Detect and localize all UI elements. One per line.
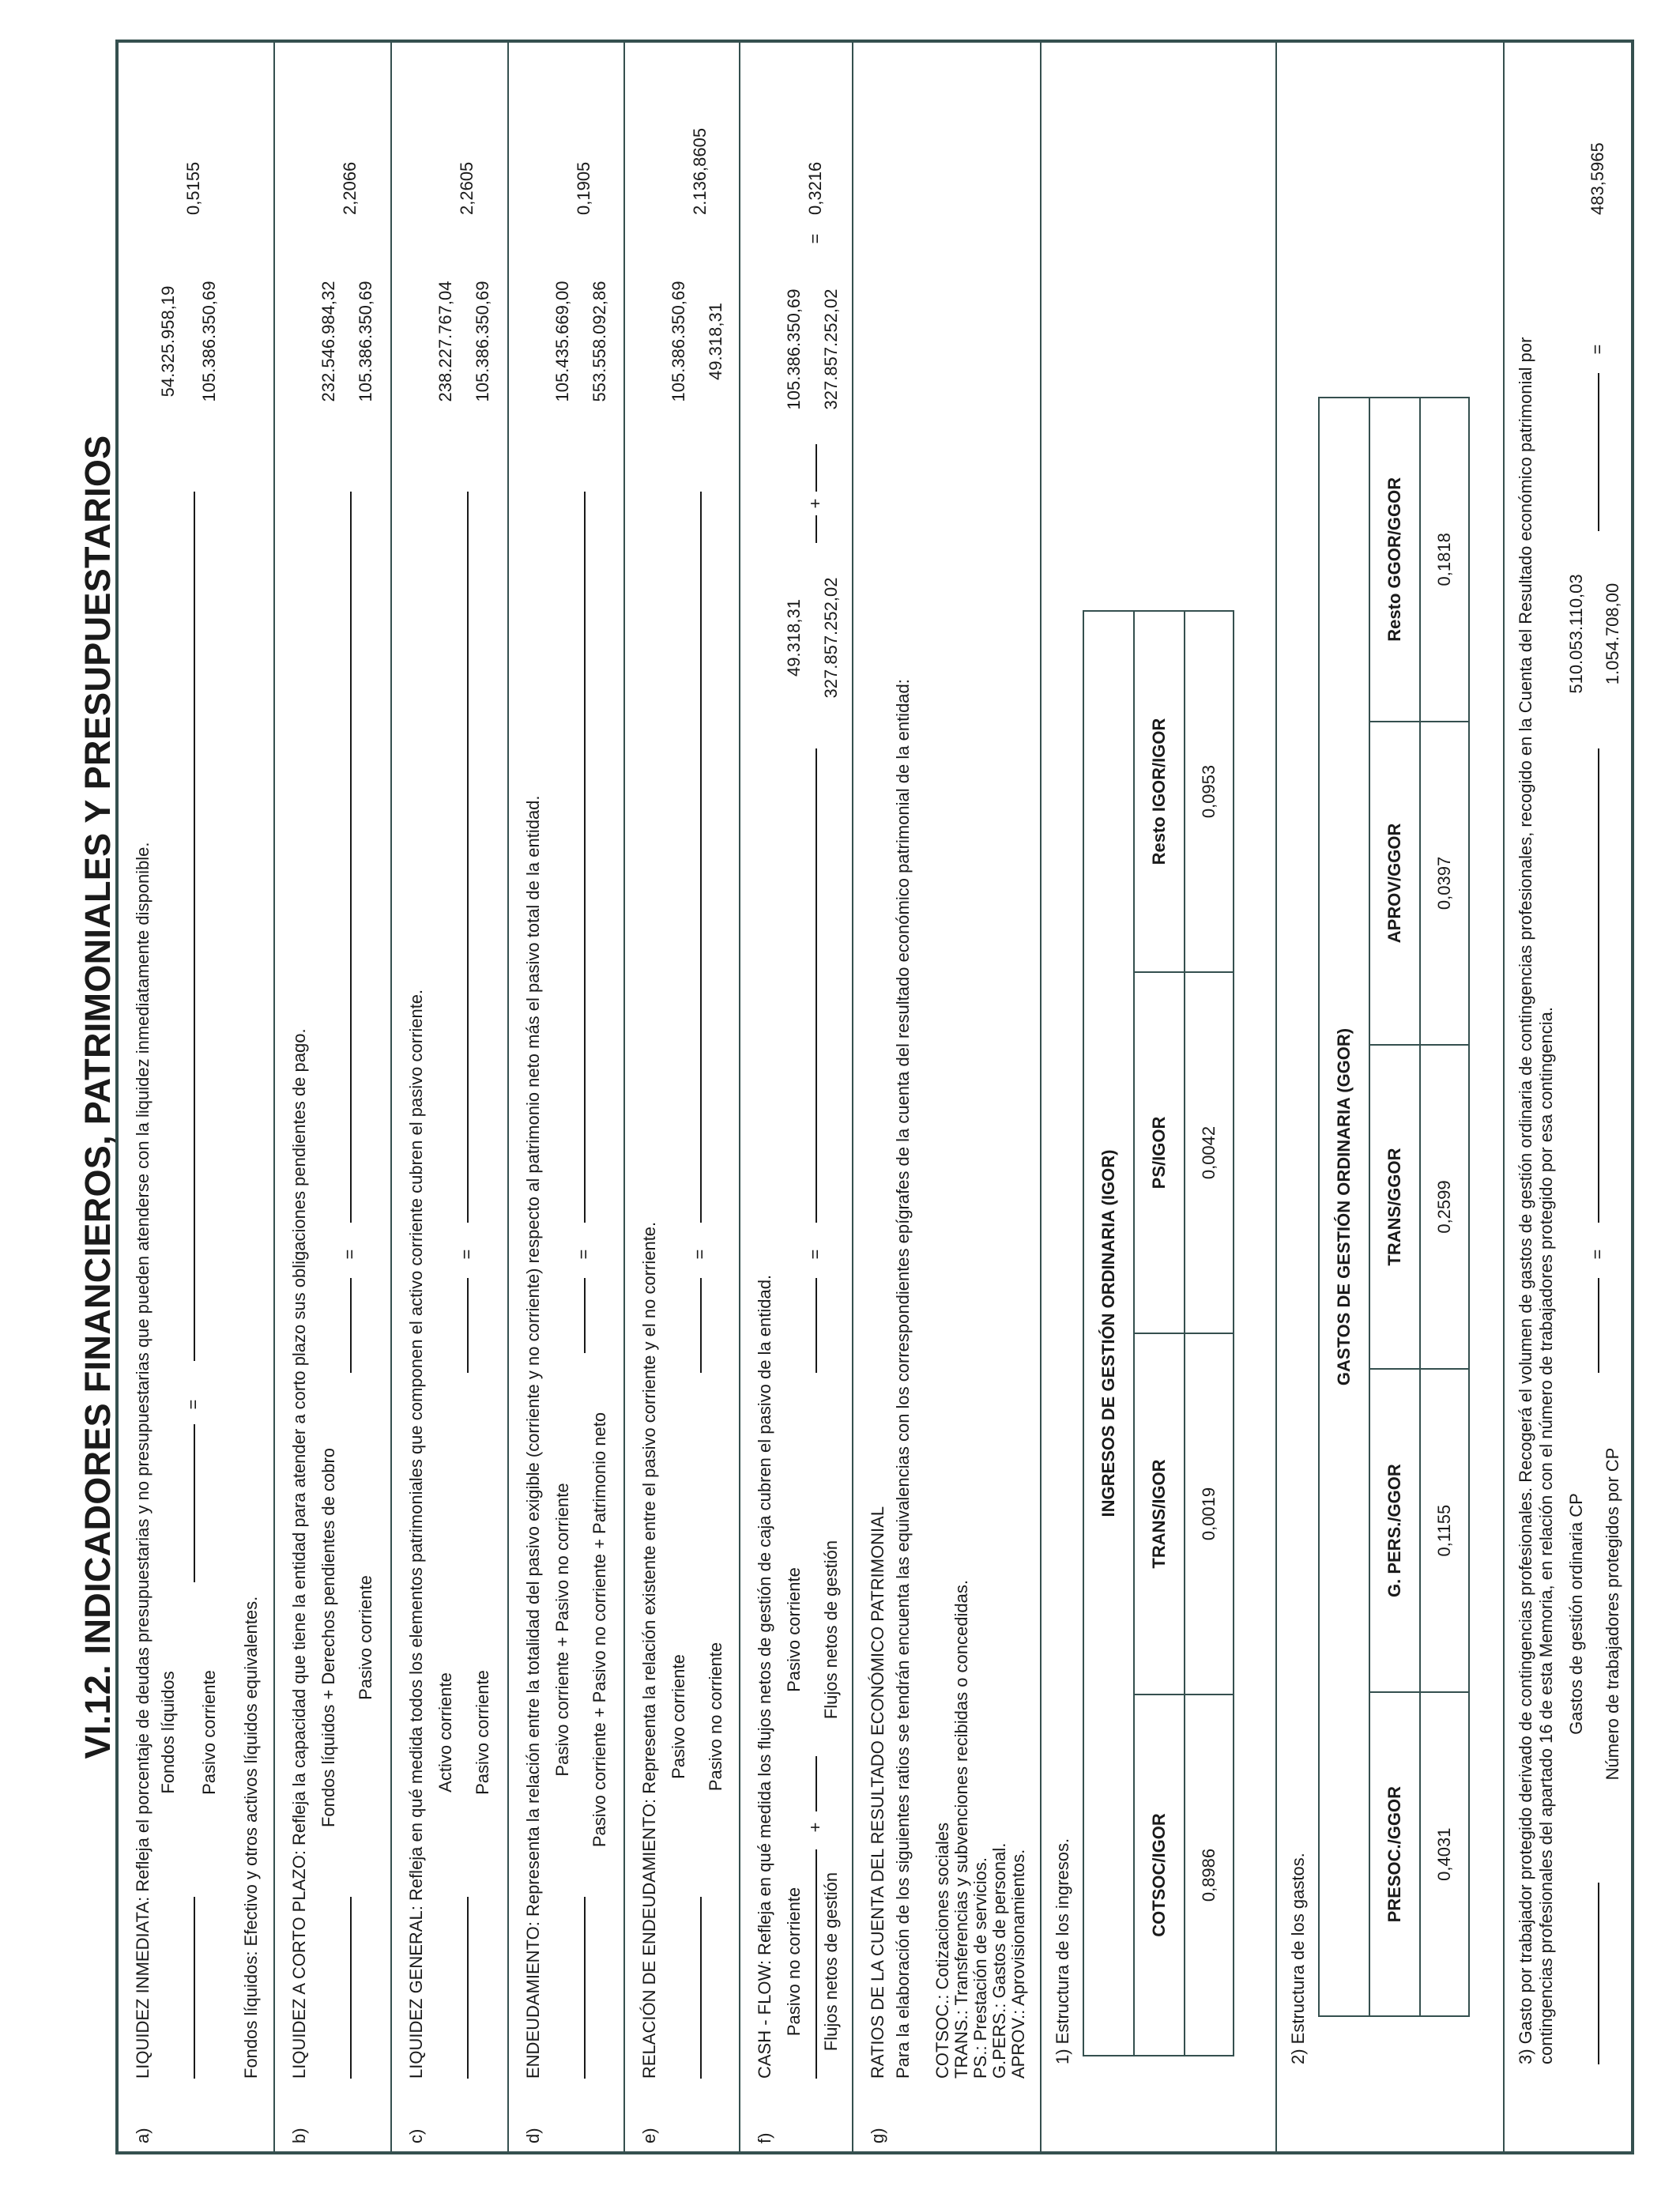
equals-sign: = — [690, 1249, 710, 1260]
numerator-value: 238.227.767,04 — [435, 281, 455, 402]
center-fraction-line — [194, 1424, 195, 1582]
expense-table-title: GASTOS DE GESTIÓN ORDINARIA (GGOR) — [1319, 398, 1369, 2016]
section-letter: g) — [868, 2128, 887, 2143]
numerator-value-1: 49.318,31 — [784, 599, 804, 677]
section-description: LIQUIDEZ GENERAL: Refleja en qué medida todos los elementos patrimoniales que componen el activo corriente cubren el pasivo corriente. — [406, 989, 426, 2079]
denominator-value: 105.386.350,69 — [199, 281, 219, 402]
denominator-label: Pasivo corriente + Pasivo no corriente + Patrimonio neto — [590, 1412, 609, 1848]
denominator-label: Pasivo corriente — [473, 1670, 492, 1795]
section-description: RELACIÓN DE ENDEUDAMIENTO: Representa la relación existente entre el pasivo corriente y el no corriente. — [639, 1221, 659, 2079]
section-description: LIQUIDEZ A CORTO PLAZO: Refleja la capacidad que tiene la entidad para atender a corto plazo sus obligaciones pendientes de pago. — [289, 1028, 309, 2079]
center-fraction-line — [584, 1278, 586, 1353]
numerator-label: Fondos líquidos — [158, 1671, 178, 1794]
expense-table — [1318, 397, 1470, 2017]
numerator-value: 54.325.958,19 — [158, 285, 178, 398]
equals-sign: = — [340, 1249, 360, 1260]
section-letter: a) — [133, 2128, 153, 2143]
right-fraction-line-2 — [816, 515, 817, 543]
income-header-ps: PS/IGOR — [1134, 972, 1185, 1333]
expense-structure-block — [1275, 43, 1505, 2151]
denominator-label-1: Flujos netos de gestión — [821, 1872, 841, 2052]
section-letter: e) — [639, 2128, 659, 2143]
section-letter: d) — [523, 2128, 543, 2143]
right-fraction-line — [467, 492, 469, 1223]
right-fraction-line-2 — [1598, 373, 1599, 531]
expense-structure-label: 2) Estructura de los gastos. — [1288, 1853, 1308, 2064]
expense-header-presoc: PRESOC./GGOR — [1369, 1692, 1420, 2016]
expense-value-gpers: 0,1155 — [1420, 1369, 1469, 1693]
right-fraction-line-3 — [816, 444, 817, 492]
numerator-label-2: Pasivo corriente — [784, 1567, 804, 1692]
result-value: 2,2066 — [340, 161, 360, 215]
numerator-label-1: Pasivo no corriente — [784, 1887, 804, 2037]
numerator-label: Pasivo corriente + Pasivo no corriente — [552, 1483, 572, 1777]
numerator-label: Fondos líquidos + Derechos pendientes de cobro — [318, 1447, 338, 1828]
income-header-trans: TRANS/IGOR — [1134, 1333, 1185, 1695]
left-fraction-line — [700, 1897, 702, 2079]
result-value: 2.136,8605 — [690, 127, 710, 215]
right-fraction-line — [700, 492, 702, 1223]
abbreviation-cotsoc: COTSOC.: Cotizaciones sociales — [932, 1823, 952, 2079]
income-value-trans: 0,0019 — [1185, 1333, 1234, 1695]
income-structure-label: 1) Estructura de los ingresos. — [1053, 1838, 1072, 2064]
abbreviation-ps: PS.: Prestación de servicios. — [970, 1857, 990, 2079]
left-fraction-line — [350, 1897, 352, 2079]
income-value-ps: 0,0042 — [1185, 972, 1234, 1333]
result-value: 0,5155 — [183, 161, 203, 215]
section-note: Fondos líquidos: Efectivo y otros activos líquidos equivalentes. — [241, 1596, 261, 2079]
denominator-label: Pasivo no corriente — [706, 1642, 725, 1792]
section-ratios-cuenta-resultado — [853, 43, 1631, 2151]
section-liquidez-general — [392, 43, 509, 2151]
result-value: 0,3216 — [805, 161, 825, 215]
income-table — [1083, 610, 1234, 2056]
cost-per-worker-block — [1503, 43, 1633, 2151]
denominator-value-1: 327.857.252,02 — [821, 577, 841, 699]
plus-sign: + — [805, 1822, 825, 1833]
plus-sign-right: + — [805, 498, 825, 509]
section-heading: RATIOS DE LA CUENTA DEL RESULTADO ECONÓMICO PATRIMONIAL — [868, 1506, 887, 2079]
denominator-label-2: Flujos netos de gestión — [821, 1540, 841, 1720]
income-header-resto: Resto IGOR/IGOR — [1134, 611, 1185, 972]
left-fraction-line — [1598, 1883, 1599, 2064]
denominator-value: 553.558.092,86 — [590, 281, 609, 402]
denominator-value: 105.386.350,69 — [356, 281, 375, 402]
numerator-label: Pasivo corriente — [669, 1654, 688, 1779]
section-letter: f) — [755, 2132, 774, 2143]
expense-header-aprov: APROV/GGOR — [1369, 722, 1420, 1046]
fraction-line-1 — [816, 1849, 817, 2079]
section-description: CASH - FLOW: Refleja en qué medida los flujos netos de gestión de caja cubren el pasivo de la entidad. — [755, 1274, 774, 2079]
numerator-value: 510.053.110,03 — [1566, 574, 1586, 694]
income-value-cotsoc: 0,8986 — [1185, 1695, 1234, 2056]
denominator-label: Número de trabajadores protegidos por CP — [1603, 1447, 1622, 1781]
center-fraction-line — [467, 1278, 469, 1373]
denominator-value: 1.054.708,00 — [1603, 582, 1622, 685]
numerator-value-2: 105.386.350,69 — [784, 288, 804, 410]
section-description: ENDEUDAMIENTO: Representa la relación entre la totalidad del pasivo exigible (corriente y no corriente) respecto al patrimonio neto más el pasivo total de la entidad. — [523, 795, 543, 2079]
center-fraction-line — [350, 1278, 352, 1373]
abbreviation-aprov: APROV.: Aprovisionamientos. — [1008, 1849, 1028, 2079]
result-value: 483,5965 — [1588, 142, 1607, 215]
left-fraction-line — [194, 1897, 195, 2079]
denominator-value: 105.386.350,69 — [473, 281, 492, 402]
income-table-title: INGRESOS DE GESTIÓN ORDINARIA (IGOR) — [1083, 611, 1134, 2056]
abbreviation-gpers: G.PERS.: Gastos de personal. — [989, 1842, 1009, 2079]
numerator-value: 105.386.350,69 — [669, 281, 688, 402]
denominator-label: Pasivo corriente — [199, 1670, 219, 1795]
fraction-line-2 — [816, 1756, 817, 1811]
equals-sign: = — [805, 1249, 825, 1260]
income-structure-block — [1040, 43, 1277, 2151]
section-cash-flow — [740, 43, 853, 2151]
expense-header-resto: Resto GGOR/GGOR — [1369, 398, 1420, 722]
center-fraction-line — [1598, 1278, 1599, 1373]
denominator-label: Pasivo corriente — [356, 1575, 375, 1700]
numerator-value: 232.546.984,32 — [318, 281, 338, 402]
denominator-value-2: 327.857.252,02 — [821, 288, 841, 410]
denominator-value: 49.318,31 — [706, 303, 725, 380]
section-intro: Para la elaboración de los siguientes ratios se tendrán encuenta las equivalencias con los correspondientes epígrafes de la cuenta del resultado económico patrimonial de la entidad: — [893, 679, 913, 2079]
expense-value-aprov: 0,0397 — [1420, 722, 1469, 1046]
equals-sign-right: = — [805, 233, 825, 244]
abbreviation-trans: TRANS.: Transferencias y subvenciones recibidas o concedidas. — [951, 1580, 971, 2079]
expense-header-gpers: G. PERS./GGOR — [1369, 1369, 1420, 1693]
left-fraction-line — [467, 1897, 469, 2079]
equals-sign: = — [574, 1249, 593, 1260]
result-value: 2,2605 — [457, 161, 477, 215]
section-letter: c) — [406, 2128, 426, 2143]
expense-header-trans: TRANS/GGOR — [1369, 1045, 1420, 1369]
result-value: 0,1905 — [574, 161, 593, 215]
section-endeudamiento — [509, 43, 625, 2151]
equals-sign: = — [457, 1249, 477, 1260]
numerator-label: Activo corriente — [435, 1672, 455, 1793]
cost-per-worker-text-1: 3) Gasto por trabajador protegido derivado de contingencias profesionales. Recogerá el volumen de gastos de gestión ordinaria de contingencias profesionales, recogido en la Cuenta del Resultado económico patrimonial por — [1516, 337, 1535, 2064]
page-title: VI.12. INDICADORES FINANCIEROS, PATRIMONIALES Y PRESUPUESTARIOS — [77, 435, 118, 1759]
right-fraction-line — [194, 492, 195, 1361]
right-fraction-line — [584, 492, 586, 1223]
right-fraction-line — [1598, 748, 1599, 1223]
section-description: LIQUIDEZ INMEDIATA: Refleja el porcentaje de deudas presupuestarias y no presupuestarias que pueden atenderse con la liquidez inmediatamente disponible. — [133, 842, 153, 2079]
expense-value-trans: 0,2599 — [1420, 1045, 1469, 1369]
right-fraction-line-1 — [816, 748, 817, 1223]
right-fraction-line — [350, 492, 352, 1223]
indicators-frame — [115, 40, 1634, 2154]
equals-sign: = — [183, 1399, 203, 1410]
center-fraction-line — [700, 1278, 702, 1373]
left-fraction-line — [584, 1897, 586, 2079]
section-liquidez-corto-plazo — [275, 43, 392, 2151]
numerator-value: 105.435.669,00 — [552, 281, 572, 402]
expense-value-presoc: 0,4031 — [1420, 1692, 1469, 2016]
center-fraction-line — [816, 1278, 817, 1373]
income-value-resto: 0,0953 — [1185, 611, 1234, 972]
section-relacion-endeudamiento — [625, 43, 740, 2151]
equals-sign-right: = — [1588, 344, 1607, 355]
equals-sign: = — [1588, 1249, 1607, 1260]
section-liquidez-inmediata — [119, 43, 275, 2151]
income-header-cotsoc: COTSOC/IGOR — [1134, 1695, 1185, 2056]
numerator-label: Gastos de gestión ordinaria CP — [1566, 1493, 1586, 1735]
cost-per-worker-text-2: contingencias profesionales del apartado 16 de esta Memoria, en relación con el número de trabajadores protegido por esa contingencia. — [1536, 1007, 1556, 2064]
expense-value-resto: 0,1818 — [1420, 398, 1469, 722]
section-letter: b) — [289, 2128, 309, 2143]
